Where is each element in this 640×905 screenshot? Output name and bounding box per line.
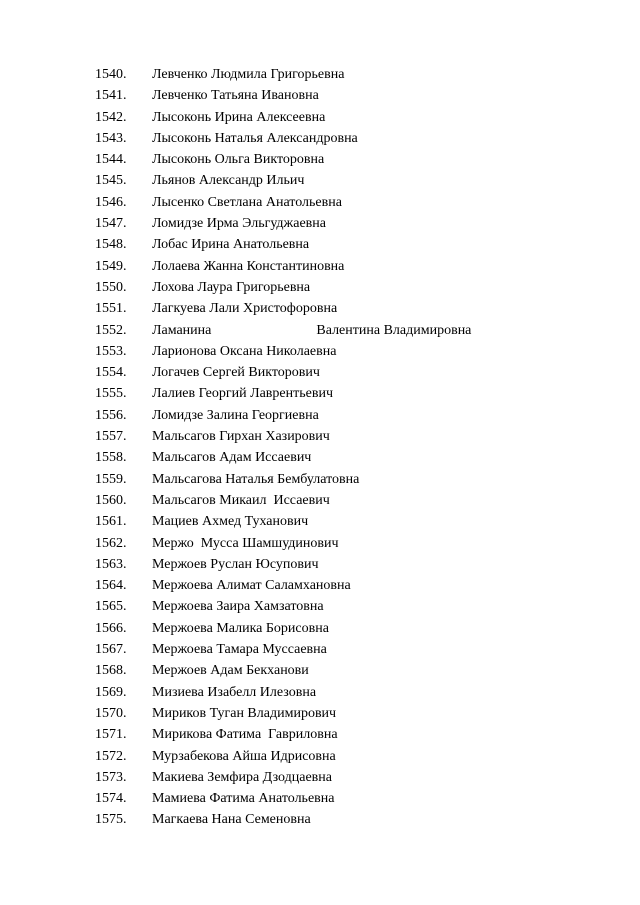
entry-name: Макиева Земфира Дзодцаевна bbox=[152, 769, 332, 785]
list-item bbox=[95, 746, 615, 767]
list-item bbox=[95, 149, 615, 170]
list-item bbox=[95, 682, 615, 703]
entry-name: Лысоконь Ирина Алексеевна bbox=[152, 109, 326, 125]
list-item bbox=[95, 234, 615, 255]
entry-number: 1571. bbox=[95, 727, 127, 743]
entry-name: Мержоева Тамара Муссаевна bbox=[152, 642, 327, 658]
entry-number: 1555. bbox=[95, 386, 127, 402]
entry-name: Мержоева Малика Борисовна bbox=[152, 620, 329, 636]
list-item bbox=[95, 192, 615, 213]
entry-number: 1563. bbox=[95, 556, 127, 572]
entry-number: 1542. bbox=[95, 109, 127, 125]
list-item bbox=[95, 511, 615, 532]
entry-name: Мальсагов Микаил Иссаевич bbox=[152, 492, 330, 508]
entry-number: 1570. bbox=[95, 705, 127, 721]
entry-name: Мержо Мусса Шамшудинович bbox=[152, 535, 339, 551]
entry-number: 1544. bbox=[95, 152, 127, 168]
entry-number: 1565. bbox=[95, 599, 127, 615]
entry-name: Льянов Александр Ильич bbox=[152, 173, 305, 189]
list-item bbox=[95, 809, 615, 830]
entry-number: 1574. bbox=[95, 791, 127, 807]
entry-number: 1566. bbox=[95, 620, 127, 636]
entry-name: Мержоева Заира Хамзатовна bbox=[152, 599, 324, 615]
entry-number: 1552. bbox=[95, 322, 127, 338]
entry-name: Лолаева Жанна Константиновна bbox=[152, 258, 345, 274]
list-item bbox=[95, 64, 615, 85]
entry-number: 1551. bbox=[95, 301, 127, 317]
entry-number: 1548. bbox=[95, 237, 127, 253]
list-item bbox=[95, 320, 615, 341]
entry-name: Мурзабекова Айша Идрисовна bbox=[152, 748, 336, 764]
entry-number: 1540. bbox=[95, 67, 127, 82]
entry-number: 1547. bbox=[95, 216, 127, 232]
entry-number: 1550. bbox=[95, 279, 127, 295]
list-item bbox=[95, 256, 615, 277]
entry-name: Мальсагов Гирхан Хазирович bbox=[152, 429, 330, 445]
list-item bbox=[95, 426, 615, 447]
entry-given-names: Валентина Владимировна bbox=[316, 322, 472, 338]
list-item bbox=[95, 298, 615, 319]
entry-number: 1546. bbox=[95, 194, 127, 210]
entry-name: Мержоева Алимат Саламхановна bbox=[152, 578, 351, 594]
entry-name: Лагкуева Лали Христофоровна bbox=[152, 301, 338, 317]
entry-name: Мамиева Фатима Анатольевна bbox=[152, 791, 335, 807]
entry-name: Ларионова Оксана Николаевна bbox=[152, 343, 337, 359]
list-item bbox=[95, 447, 615, 468]
entry-name: Лысенко Светлана Анатольевна bbox=[152, 194, 342, 210]
list-item bbox=[95, 618, 615, 639]
entry-name: Мальсагов Адам Иссаевич bbox=[152, 450, 312, 466]
list-item bbox=[95, 128, 615, 149]
entry-number: 1557. bbox=[95, 429, 127, 445]
list-item bbox=[95, 575, 615, 596]
entry-name: Мержоев Руслан Юсупович bbox=[152, 556, 319, 572]
entry-number: 1562. bbox=[95, 535, 127, 551]
entry-name: Левченко Людмила Григорьевна bbox=[152, 67, 345, 82]
entry-name: Мириков Туган Владимирович bbox=[152, 705, 337, 721]
list-item bbox=[95, 788, 615, 809]
entry-number: 1568. bbox=[95, 663, 127, 679]
list-item bbox=[95, 341, 615, 362]
entry-name: Мирикова Фатима Гавриловна bbox=[152, 727, 338, 743]
list-item bbox=[95, 469, 615, 490]
entry-name: Лалиев Георгий Лаврентьевич bbox=[152, 386, 333, 402]
entry-name: Мержоев Адам Бекханови bbox=[152, 663, 309, 679]
list-item bbox=[95, 554, 615, 575]
list-item bbox=[95, 277, 615, 298]
entry-number: 1564. bbox=[95, 578, 127, 594]
entry-number: 1549. bbox=[95, 258, 127, 274]
list-item bbox=[95, 170, 615, 191]
entry-name: Магкаева Нана Семеновна bbox=[152, 812, 311, 828]
list-item bbox=[95, 107, 615, 128]
entry-number: 1573. bbox=[95, 769, 127, 785]
entry-number: 1543. bbox=[95, 130, 127, 146]
entry-number: 1569. bbox=[95, 684, 127, 700]
list-item bbox=[95, 660, 615, 681]
entry-surname: Ламанина bbox=[152, 322, 212, 338]
entry-name: Ломидзе Ирма Эльгуджаевна bbox=[152, 216, 326, 232]
entry-number: 1556. bbox=[95, 407, 127, 423]
entry-name: Логачев Сергей Викторович bbox=[152, 365, 320, 381]
list-item bbox=[95, 213, 615, 234]
list-item bbox=[95, 85, 615, 106]
name-list bbox=[95, 64, 615, 831]
entry-number: 1545. bbox=[95, 173, 127, 189]
entry-name: Лысоконь Ольга Викторовна bbox=[152, 152, 325, 168]
list-item bbox=[95, 724, 615, 745]
entry-number: 1575. bbox=[95, 812, 127, 828]
list-item bbox=[95, 703, 615, 724]
entry-number: 1553. bbox=[95, 343, 127, 359]
entry-number: 1558. bbox=[95, 450, 127, 466]
list-item bbox=[95, 596, 615, 617]
entry-name: Левченко Татьяна Ивановна bbox=[152, 88, 319, 104]
entry-name: Лохова Лаура Григорьевна bbox=[152, 279, 311, 295]
entry-name: Мальсагова Наталья Бембулатовна bbox=[152, 471, 360, 487]
entry-number: 1541. bbox=[95, 88, 127, 104]
entry-name bbox=[152, 320, 471, 341]
entry-number: 1560. bbox=[95, 492, 127, 508]
list-item bbox=[95, 405, 615, 426]
list-item bbox=[95, 362, 615, 383]
entry-name: Ломидзе Залина Георгиевна bbox=[152, 407, 319, 423]
list-item bbox=[95, 767, 615, 788]
entry-number: 1567. bbox=[95, 642, 127, 658]
entry-name: Мациев Ахмед Туханович bbox=[152, 514, 309, 530]
entry-number: 1561. bbox=[95, 514, 127, 530]
entry-name: Лобас Ирина Анатольевна bbox=[152, 237, 310, 253]
list-item bbox=[95, 490, 615, 511]
list-item bbox=[95, 533, 615, 554]
entry-name: Мизиева Изабелл Илезовна bbox=[152, 684, 317, 700]
list-item bbox=[95, 383, 615, 404]
entry-number: 1559. bbox=[95, 471, 127, 487]
list-item bbox=[95, 639, 615, 660]
entry-number: 1572. bbox=[95, 748, 127, 764]
entry-number: 1554. bbox=[95, 365, 127, 381]
entry-name: Лысоконь Наталья Александровна bbox=[152, 130, 358, 146]
